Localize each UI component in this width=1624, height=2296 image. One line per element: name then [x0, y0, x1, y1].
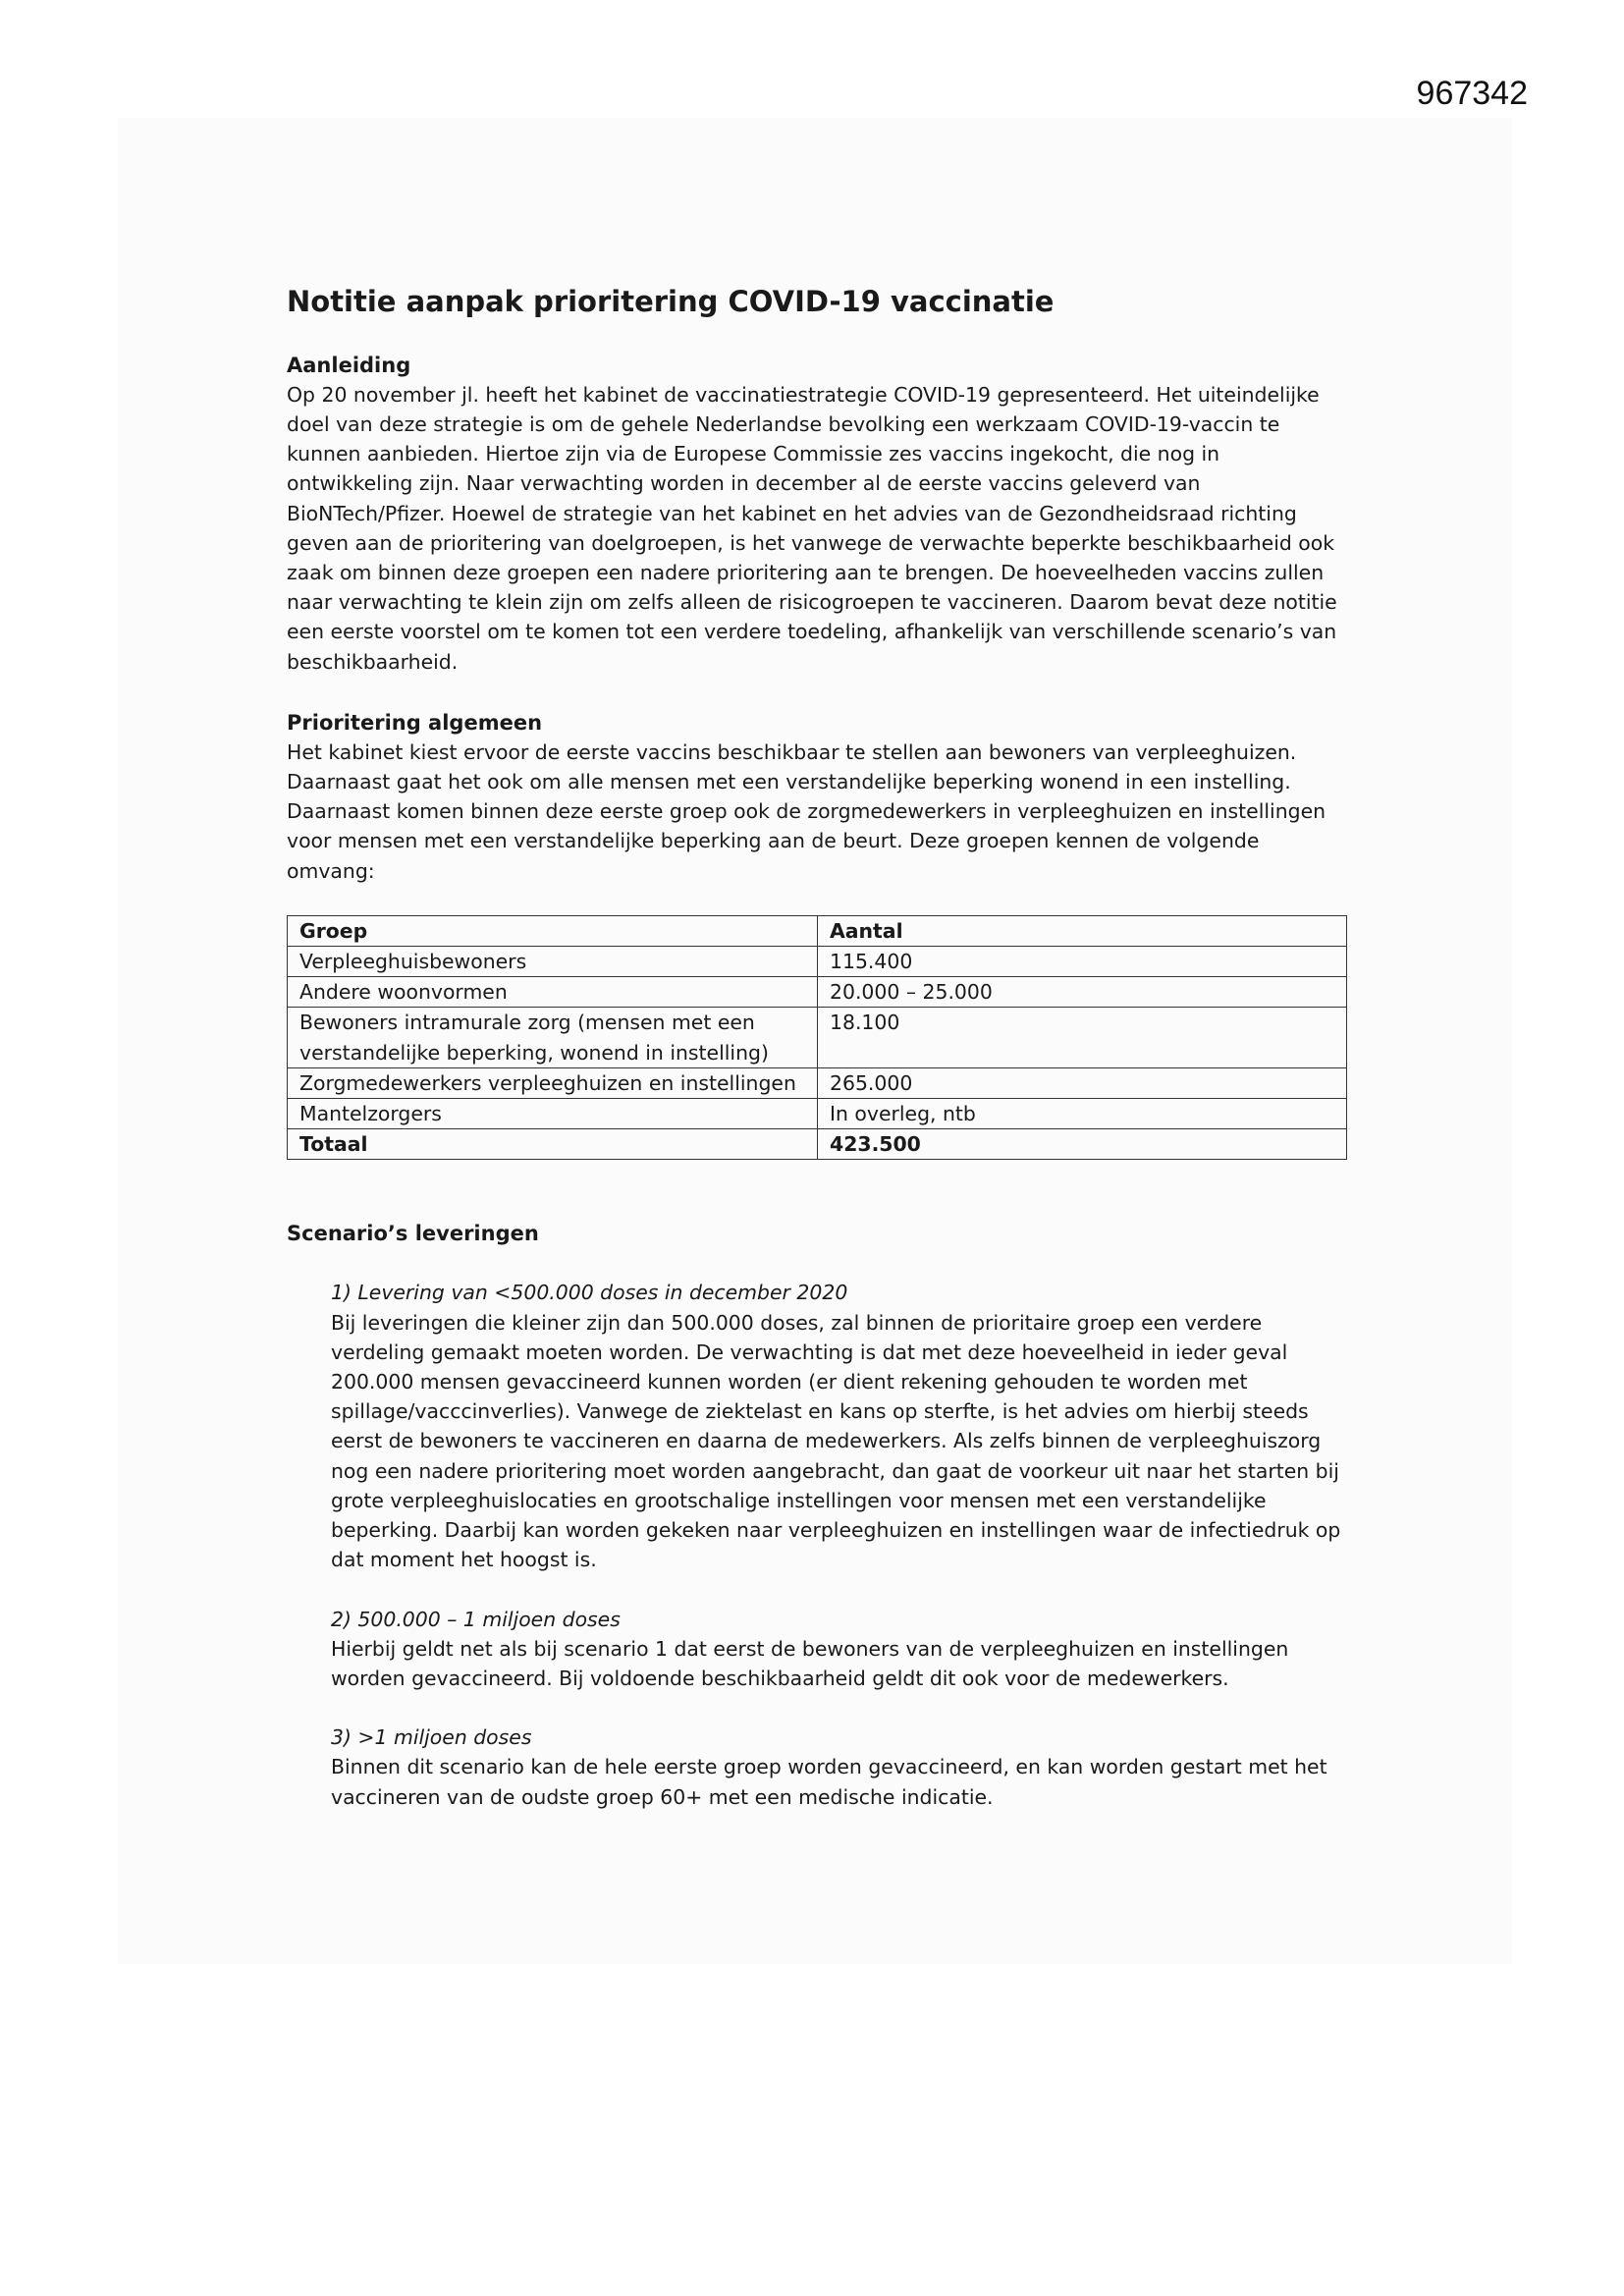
table-cell-count: 115.400 — [818, 947, 1347, 977]
table-row — [288, 1099, 1347, 1129]
table-row — [288, 1067, 1347, 1098]
document-body — [287, 285, 1347, 1841]
scenarios-heading: Scenario’s leveringen — [287, 1222, 539, 1246]
table-header-row — [288, 915, 1347, 946]
table-header-aantal: Aantal — [818, 915, 1347, 946]
scenario-2 — [287, 1605, 1347, 1694]
table-header-groep: Groep — [288, 915, 818, 946]
table-cell-count: 18.100 — [818, 1008, 1347, 1067]
table-row — [288, 977, 1347, 1008]
scenario-3 — [287, 1722, 1347, 1812]
section-scenarios — [287, 1219, 1347, 1811]
section-prioritering — [287, 708, 1347, 1161]
table-cell-group: Andere woonvormen — [288, 977, 818, 1008]
table-cell-count: 265.000 — [818, 1067, 1347, 1098]
table-cell-group: Zorgmedewerkers verpleeghuizen en instellingen — [288, 1067, 818, 1098]
table-total-label: Totaal — [288, 1129, 818, 1160]
groups-table — [287, 915, 1347, 1161]
scenario-title: 2) 500.000 – 1 miljoen doses — [331, 1607, 621, 1631]
scenario-text: Hierbij geldt net als bij scenario 1 dat eerst de bewoners van de verpleeghuizen en instellingen worden gevaccineerd. Bij voldoende beschikbaarheid geldt dit ook voor de medewerkers. — [331, 1636, 1289, 1690]
prioritering-text: Het kabinet kiest ervoor de eerste vaccins beschikbaar te stellen aan bewoners van verpleeghuizen. Daarnaast gaat het ook om alle mensen met een verstandelijke beperking wonend in een instelling. Daarnaast komen binnen deze eerste groep ook de zorgmedewerkers in verpleeghuizen en instellingen voor mensen met een verstandelijke beperking aan de beurt. Deze groepen kennen de volgende omvang: — [287, 739, 1326, 883]
table-cell-group: Mantelzorgers — [288, 1099, 818, 1129]
table-cell-group: Bewoners intramurale zorg (mensen met een verstandelijke beperking, wonend in instelling) — [288, 1008, 818, 1067]
scenario-1 — [287, 1278, 1347, 1574]
table-cell-group: Verpleeghuisbewoners — [288, 947, 818, 977]
aanleiding-heading: Aanleiding — [287, 353, 411, 377]
table-cell-count: 20.000 – 25.000 — [818, 977, 1347, 1008]
scenario-text: Bij leveringen die kleiner zijn dan 500.000 doses, zal binnen de prioritaire groep een verdere verdeling gemaakt moeten worden. De verwachting is dat met deze hoeveelheid in ieder geval 200.000 mensen gevaccineerd kunnen worden (er dient rekening gehouden te worden met spillage/vacccinverlies). Vanwege de ziektelast en kans op sterfte, is het advies om hierbij steeds eerst de bewoners te vaccineren en daarna de medewerkers. Als zelfs binnen de verpleeghuiszorg nog een nadere prioritering moet worden aangebracht, dan gaat de voorkeur uit naar het starten bij grote verpleeghuislocaties en grootschalige instellingen voor mensen met een verstandelijke beperking. Daarbij kan worden gekeken naar verpleeghuizen en instellingen waar de infectiedruk op dat moment het hoogst is. — [331, 1310, 1341, 1572]
document-title: Notitie aanpak prioritering COVID-19 vaccinatie — [287, 285, 1055, 318]
table-row — [288, 1008, 1347, 1067]
table-row — [288, 947, 1347, 977]
section-aanleiding — [287, 351, 1347, 677]
table-cell-count: In overleg, ntb — [818, 1099, 1347, 1129]
scenario-title: 3) >1 miljoen doses — [331, 1725, 532, 1750]
document-number: 967342 — [1416, 75, 1528, 112]
scenario-text: Binnen dit scenario kan de hele eerste groep worden gevaccineerd, en kan worden gestart met het vaccineren van de oudste groep 60+ met een medische indicatie. — [331, 1755, 1327, 1809]
scenario-title: 1) Levering van <500.000 doses in december 2020 — [331, 1281, 848, 1305]
table-total-value: 423.500 — [818, 1129, 1347, 1160]
aanleiding-text: Op 20 november jl. heeft het kabinet de vaccinatiestrategie COVID-19 gepresenteerd. Het uiteindelijke doel van deze strategie is om de gehele Nederlandse bevolking een werkzaam COVID-19-vaccin te kunnen aanbieden. Hiertoe zijn via de Europese Commissie zes vaccins ingekocht, die nog in ontwikkeling zijn. Naar verwachting worden in december al de eerste vaccins geleverd van BioNTech/Pfizer. Hoewel de strategie van het kabinet en het advies van de Gezondheidsraad richting geven aan de prioritering van doelgroepen, is het vanwege de verwachte beperkte beschikbaarheid ook zaak om binnen deze groepen een nadere prioritering aan te brengen. De hoeveelheden vaccins zullen naar verwachting te klein zijn om zelfs alleen de risicogroepen te vaccineren. Daarom bevat deze notitie een eerste voorstel om te komen tot een verdere toedeling, afhankelijk van verschillende scenario’s van beschikbaarheid. — [287, 382, 1337, 674]
table-total-row — [288, 1129, 1347, 1160]
prioritering-heading: Prioritering algemeen — [287, 710, 543, 735]
